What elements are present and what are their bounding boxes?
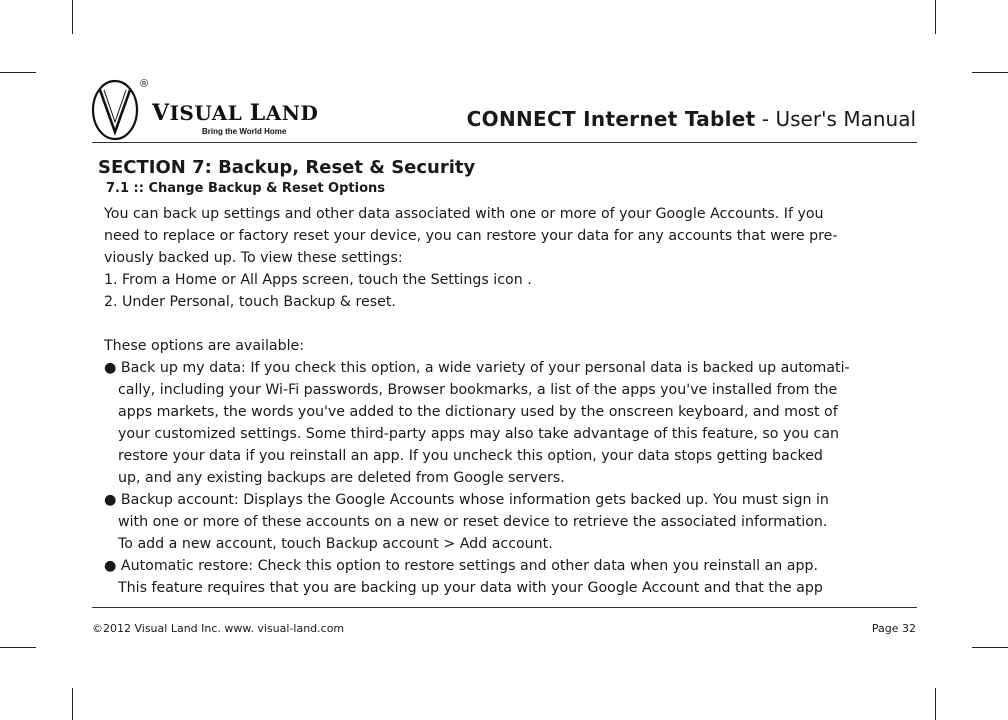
crop-mark (72, 688, 73, 720)
body-text (104, 203, 984, 599)
crop-mark (0, 72, 36, 73)
footer-rule (92, 607, 917, 608)
crop-mark (972, 72, 1008, 73)
footer-copyright: ©2012 Visual Land Inc. www. visual-land.com (92, 622, 345, 635)
list-item: 2. Under Personal, touch Backup & reset. (104, 294, 396, 310)
bullet-item: ● Backup account: Displays the Google Accounts whose information gets backed up. You must sign in (104, 492, 829, 508)
list-item: 1. From a Home or All Apps screen, touch the Settings icon . (104, 272, 532, 288)
manual-header-title: CONNECT Internet Tablet - User's Manual (466, 107, 916, 131)
crop-mark (72, 0, 73, 34)
bullet-continuation: cally, including your Wi-Fi passwords, Browser bookmarks, a list of the apps you've installed from the (118, 382, 838, 398)
crop-mark (935, 688, 936, 720)
subsection-title: 7.1 :: Change Backup & Reset Options (106, 181, 386, 196)
paragraph-line: You can back up settings and other data associated with one or more of your Google Accounts. If you (104, 206, 824, 222)
visual-land-logo (90, 76, 319, 142)
bullet-continuation: restore your data if you reinstall an app. If you uncheck this option, your data stops getting backed (118, 448, 823, 464)
bullet-continuation: This feature requires that you are backing up your data with your Google Account and that the app (118, 580, 823, 596)
brand-tagline: Bring the World Home (202, 127, 287, 136)
crop-mark (0, 647, 36, 648)
brand-name: VISUAL LAND (152, 100, 319, 126)
bullet-item: ● Automatic restore: Check this option to restore settings and other data when you reinstall an app. (104, 558, 819, 574)
bullet-continuation: with one or more of these accounts on a new or reset device to retrieve the associated information. (118, 514, 828, 530)
paragraph-line: These options are available: (104, 338, 305, 354)
section-title: SECTION 7: Backup, Reset & Security (98, 157, 476, 178)
registered-mark: ® (140, 78, 149, 90)
page-number: Page 32 (871, 622, 916, 635)
paragraph-line: viously backed up. To view these settings: (104, 250, 403, 266)
bullet-item: ● Back up my data: If you check this option, a wide variety of your personal data is backed up automati- (104, 360, 850, 376)
bullet-continuation: apps markets, the words you've added to the dictionary used by the onscreen keyboard, and most of (118, 404, 838, 420)
blank-line (104, 313, 984, 335)
crop-mark (972, 647, 1008, 648)
paragraph-line: need to replace or factory reset your device, you can restore your data for any accounts that were pre- (104, 228, 838, 244)
header-rule (92, 142, 917, 143)
bullet-continuation: your customized settings. Some third-party apps may also take advantage of this feature, so you can (118, 426, 840, 442)
crop-mark (935, 0, 936, 34)
bullet-continuation: up, and any existing backups are deleted from Google servers. (118, 470, 565, 486)
bullet-continuation: To add a new account, touch Backup account > Add account. (118, 536, 553, 552)
